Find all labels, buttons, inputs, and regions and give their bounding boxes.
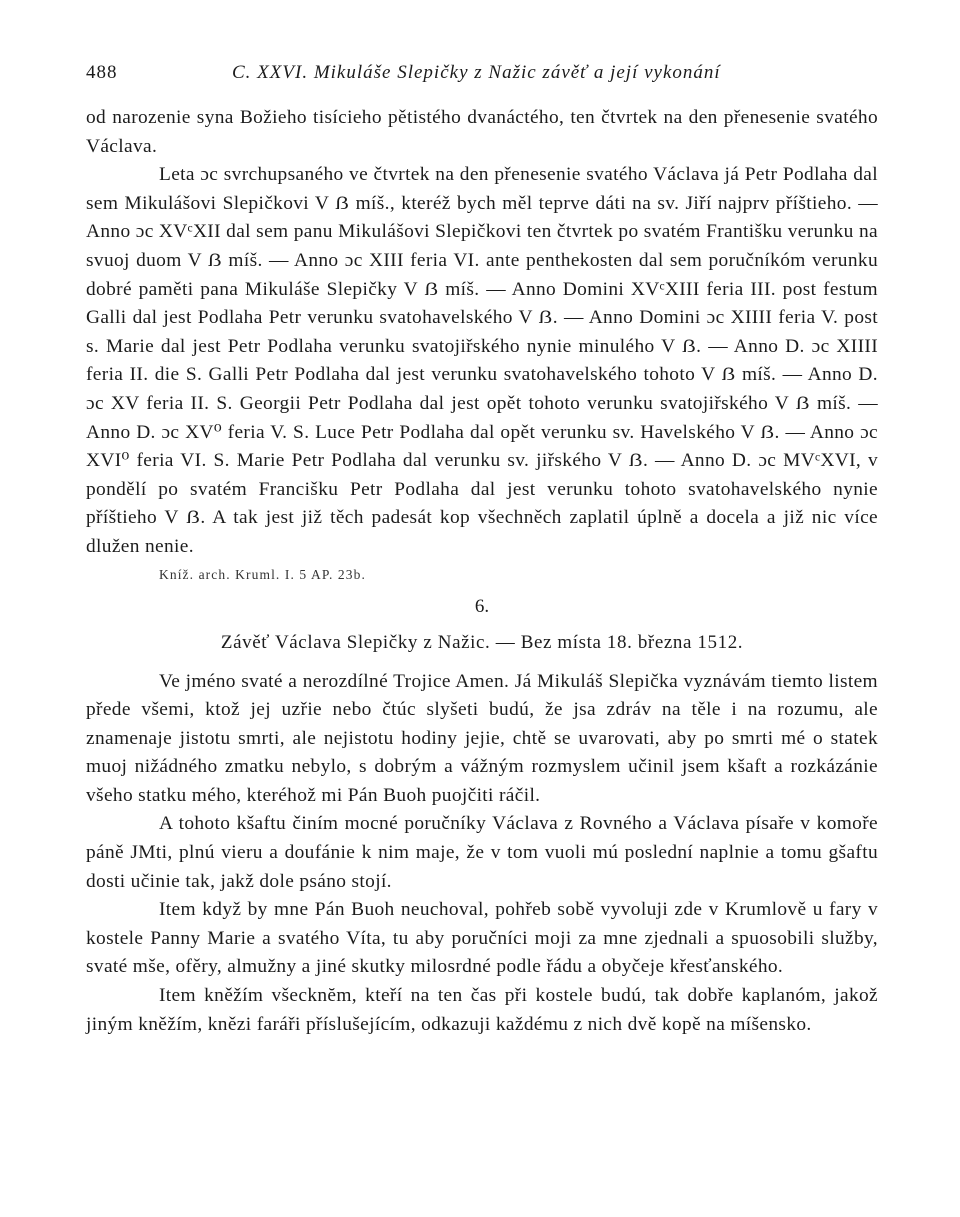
document-heading: Závěť Václava Slepičky z Nažic. — Bez místa 18. března 1512. — [220, 631, 744, 653]
document-paragraph: A tohoto kšaftu činím mocné poručníky Václava z Rovného a Václava písaře v komoře páně JMti, plnú vieru a doufánie k nim maje, že v tom vuoli mú poslední naplnie a tomu gšaftu dosti učinie tak, jakž dole psáno stojí. — [86, 813, 878, 892]
document-paragraph: Item kněžím všecknĕm, kteří na ten čas při kostele budú, tak dobře kaplanóm, jakož jiným kněžím, knězi faráři příslušejícím, odkazuji každému z nich dvě kopě na míšensko. — [86, 985, 878, 1035]
continuation-paragraph: od narozenie syna Božieho tisícieho pětistého dvanáctého, ten čtvrtek na den přenesenie svatého Václava. — [86, 107, 878, 157]
continuation-text — [86, 104, 878, 562]
document-number: 6. — [474, 595, 490, 617]
source-note: Kníž. arch. Kruml. I. 5 AP. 23b. — [159, 566, 366, 582]
page-number: 488 — [86, 62, 118, 83]
running-head — [86, 58, 878, 92]
running-title: C. XXVI. Mikuláše Slepičky z Nažic závěť a její vykonání — [232, 62, 721, 83]
document-paragraph: Ve jméno svaté a nerozdílné Trojice Amen. Já Mikuláš Slepička vyznávám tiemto listem přede všemi, ktož jej uzřie nebo čtúc slyšeti budú, že jsa zdráv na těle i na rozumu, ale znamenaje jistotu smrti, ale nejistotu hodiny jejie, chtě se uvarovati, aby po smrti mé o statek muoj nižádného zmatku nebylo, s dobrým a vážným rozmyslem učinil jsem kšaft a rozkázánie všeho statku mého, kteréhož mi Pán Buoh puojčiti ráčil. — [86, 670, 878, 806]
document-paragraph: Item když by mne Pán Buoh neuchoval, pohřeb sobě vyvoluji zde v Krumlově u fary v kostele Panny Marie a svatého Víta, tu aby poručníci moji za mne zjednali a spuosobili služby, svaté mše, ofěry, almužny a jiné skutky milosrdné podle řádu a obyčeje křesťanského. — [86, 899, 878, 978]
continuation-paragraph: Leta ɔc svrchupsaného ve čtvrtek na den přenesenie svatého Václava já Petr Podlaha dal sem Mikulášovi Slepičkovi V ẞ míš., kteréž bych měl teprve dáti na sv. Jiří najprv příštieho. — Anno ɔc XVᶜXII dal sem panu Mikulášovi Slepičkovi ten čtvrtek po svatém Františku verunku na svuoj duom V ẞ míš. — Anno ɔc XIII feria VI. ante penthekosten dal sem poručníkóm verunku dobré paměti pana Mikuláše Slepičky V ẞ míš. — Anno Domini XVᶜXIII feria III. post festum Galli dal jest Podlaha Petr verunku svatohavelského V ẞ. — Anno Domini ɔc XIIII feria V. post s. Marie dal jest Petr Podlaha verunku svatojiřského nynie minulého V ẞ. — Anno D. ɔc XIIII feria II. die S. Galli Petr Podlaha dal jest verunku svatohavelského tohoto V ẞ míš. — Anno D. ɔc XV feria II. S. Georgii Petr Podlaha dal jest opět tohoto verunku svatojiřského V ẞ míš. — Anno D. ɔc XV⁰ feria V. S. Luce Petr Podlaha dal opět verunku sv. Havelského V ẞ. — Anno ɔc XVI⁰ feria VI. S. Marie Petr Podlaha dal verunku sv. jiřského V ẞ. — Anno D. ɔc MVᶜXVI, v pondělí po svatém Francišku Petr Podlaha dal jest verunku tohoto svatohavelského nynie příštieho V ẞ. A tak jest již těch padesát kop všechněch zaplatil úplně a docela a již nic více dlužen nenie. — [86, 164, 878, 557]
document-body — [86, 668, 878, 1040]
